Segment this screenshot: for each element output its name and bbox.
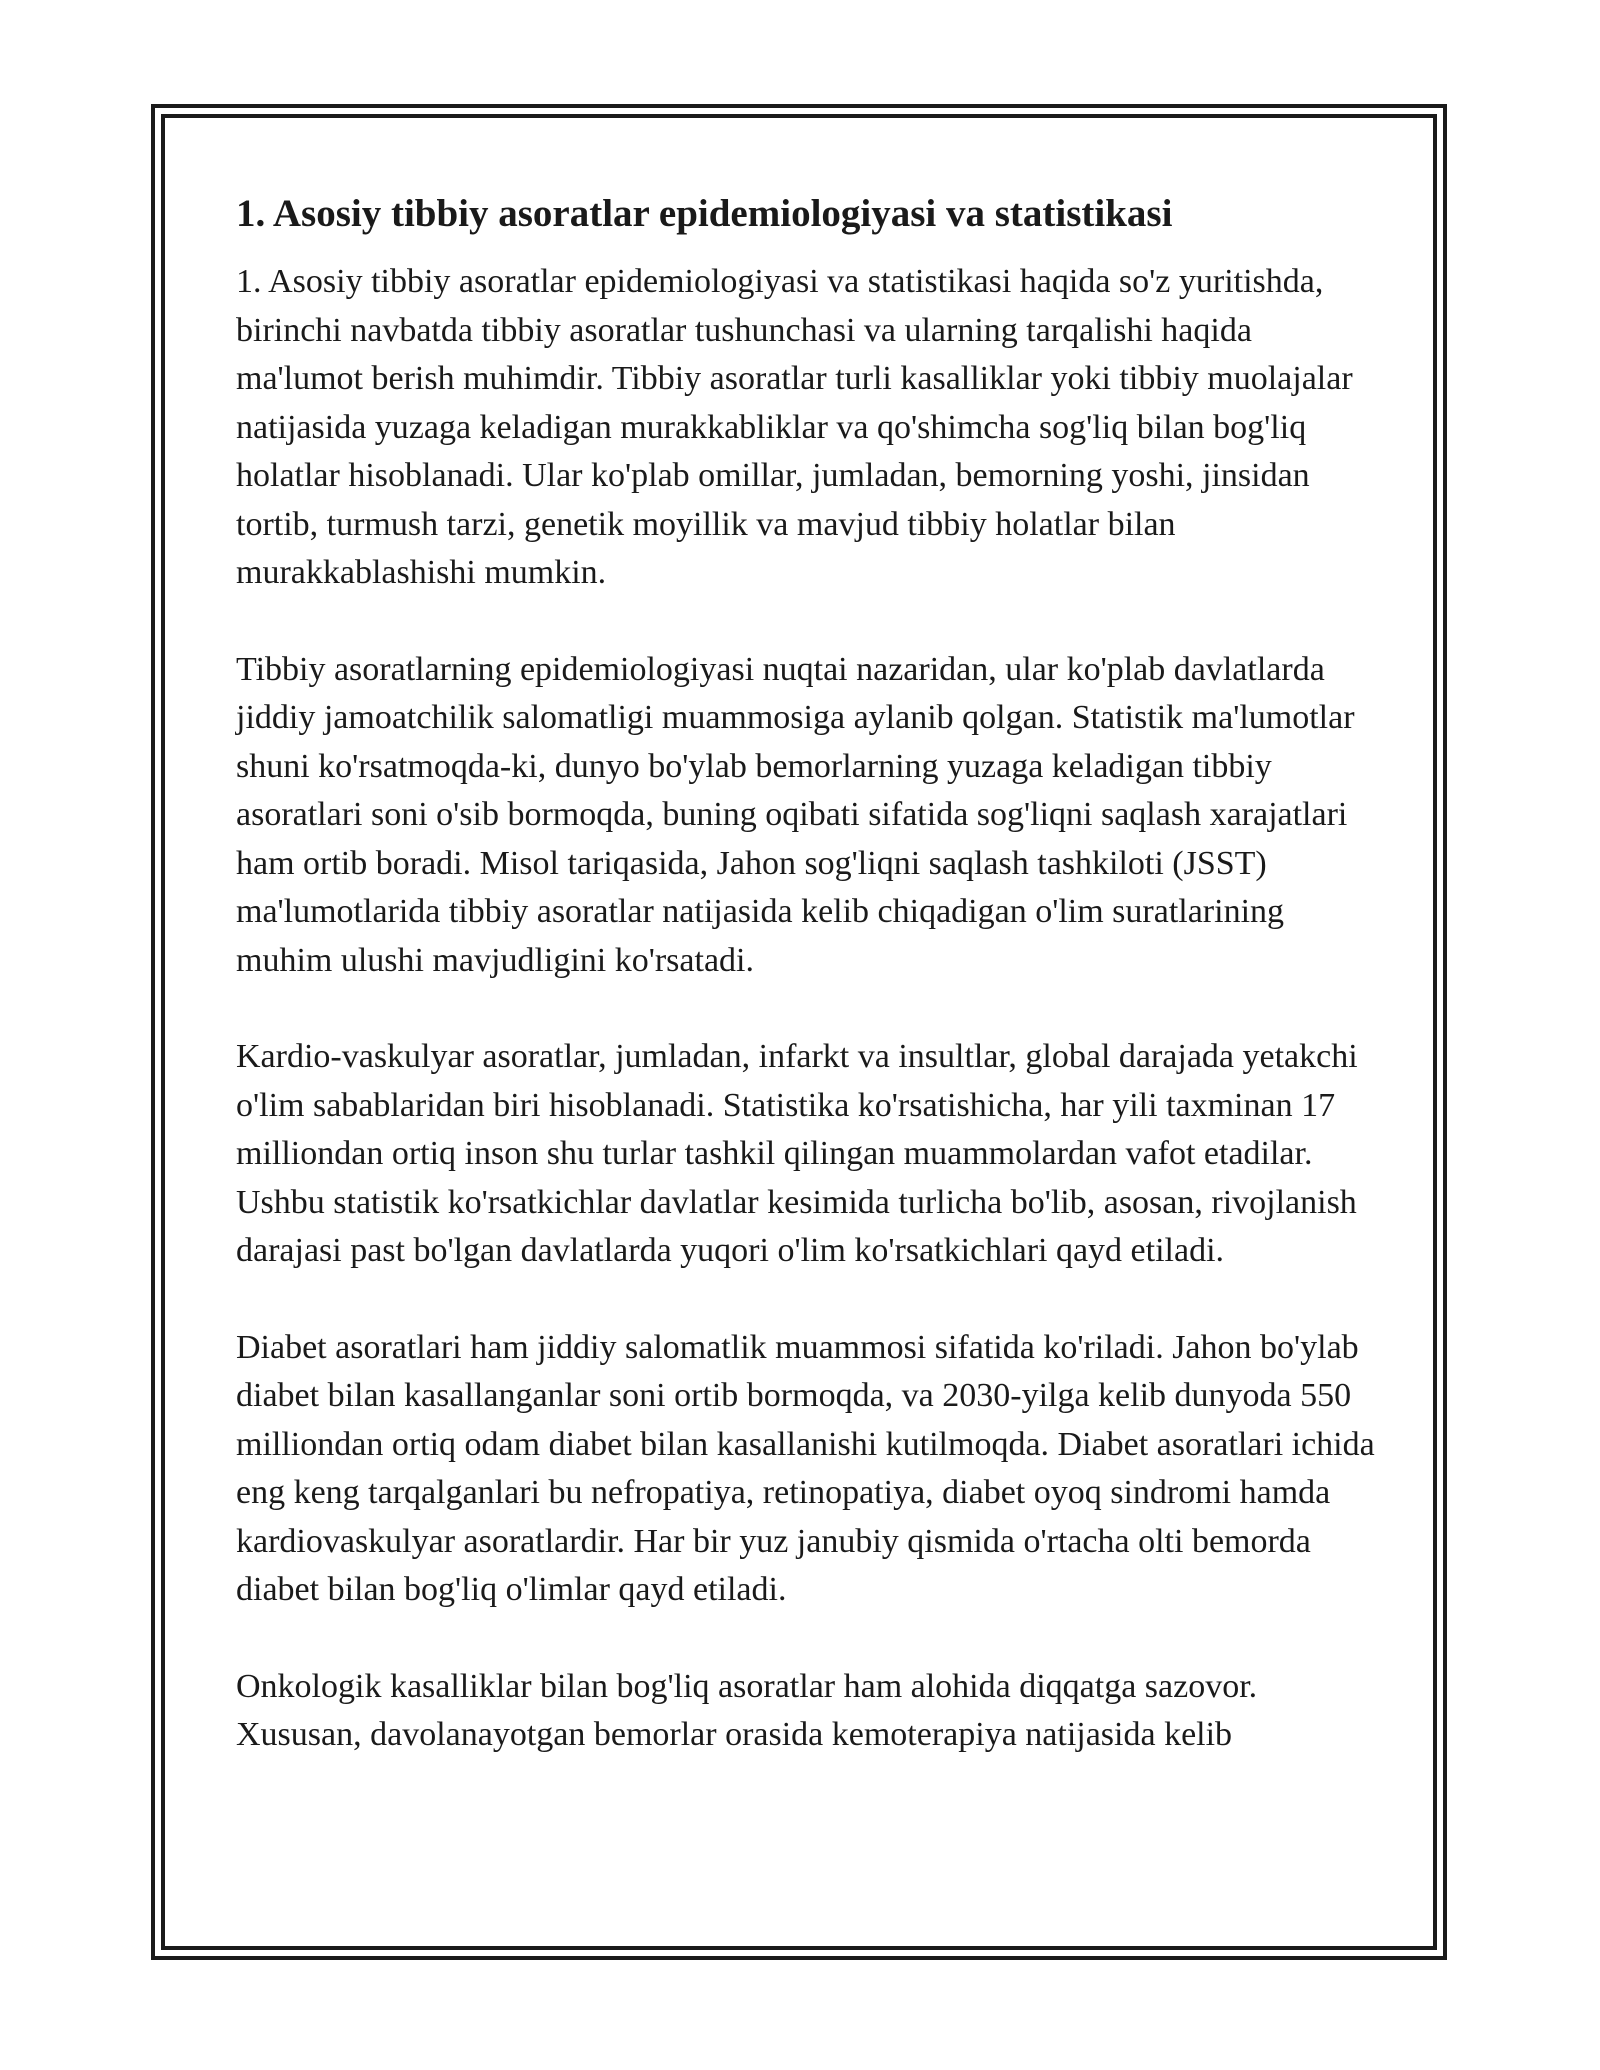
document-body <box>236 188 1376 1760</box>
section-heading: 1. Asosiy tibbiy asoratlar epidemiologiyasi va statistikasi <box>236 192 1173 235</box>
paragraph-epidemiology: Tibbiy asoratlarning epidemiologiyasi nuqtai nazaridan, ular ko'plab davlatlarda jiddiy jamoatchilik salomatligi muammosiga aylanib qolgan. Statistik ma'lumotlar shuni ko'rsatmoqda-ki, dunyo bo'ylab bemorlarning yuzaga keladigan tibbiy asoratlari soni o'sib bormoqda, buning oqibati sifatida sog'liqni saqlash xarajatlari ham ortib boradi. Misol tariqasida, Jahon sog'liqni saqlash tashkiloti (JSST) ma'lumotlarida tibbiy asoratlar natijasida kelib chiqadigan o'lim suratlarining muhim ulushi mavjudligini ko'rsatadi. <box>236 650 1355 979</box>
paragraph-oncology: Onkologik kasalliklar bilan bog'liq asoratlar ham alohida diqqatga sazovor. Xususan, davolanayotgan bemorlar orasida kemoterapiya natijasida kelib <box>236 1667 1258 1753</box>
paragraph-diabetes: Diabet asoratlari ham jiddiy salomatlik muammosi sifatida ko'riladi. Jahon bo'ylab diabet bilan kasallanganlar soni ortib bormoqda, va 2030-yilga kelib dunyoda 550 milliondan ortiq odam diabet bilan kasallanishi kutilmoqda. Diabet asoratlari ichida eng keng tarqalganlari bu nefropatiya, retinopatiya, diabet oyoq sindromi hamda kardiovaskulyar asoratlardir. Har bir yuz janubiy qismida o'rtacha olti bemorda diabet bilan bog'liq o'limlar qayd etiladi. <box>236 1328 1375 1608</box>
paragraph-cardiovascular: Kardio-vaskulyar asoratlar, jumladan, infarkt va insultlar, global darajada yetakchi o'lim sabablaridan biri hisoblanadi. Statistika ko'rsatishicha, har yili taxminan 17 milliondan ortiq inson shu turlar tashkil qilingan muammolardan vafot etadilar. Ushbu statistik ko'rsatkichlar davlatlar kesimida turlicha bo'lib, asosan, rivojlanish darajasi past bo'lgan davlatlarda yuqori o'lim ko'rsatkichlari qayd etiladi. <box>236 1038 1358 1269</box>
paragraph-intro: 1. Asosiy tibbiy asoratlar epidemiologiyasi va statistikasi haqida so'z yuritishda, birinchi navbatda tibbiy asoratlar tushunchasi va ularning tarqalishi haqida ma'lumot berish muhimdir. Tibbiy asoratlar turli kasalliklar yoki tibbiy muolajalar natijasida yuzaga keladigan murakkabliklar va qo'shimcha sog'liq bilan bog'liq holatlar hisoblanadi. Ular ko'plab omillar, jumladan, bemorning yoshi, jinsidan tortib, turmush tarzi, genetik moyillik va mavjud tibbiy holatlar bilan murakkablashishi mumkin. <box>236 263 1353 591</box>
